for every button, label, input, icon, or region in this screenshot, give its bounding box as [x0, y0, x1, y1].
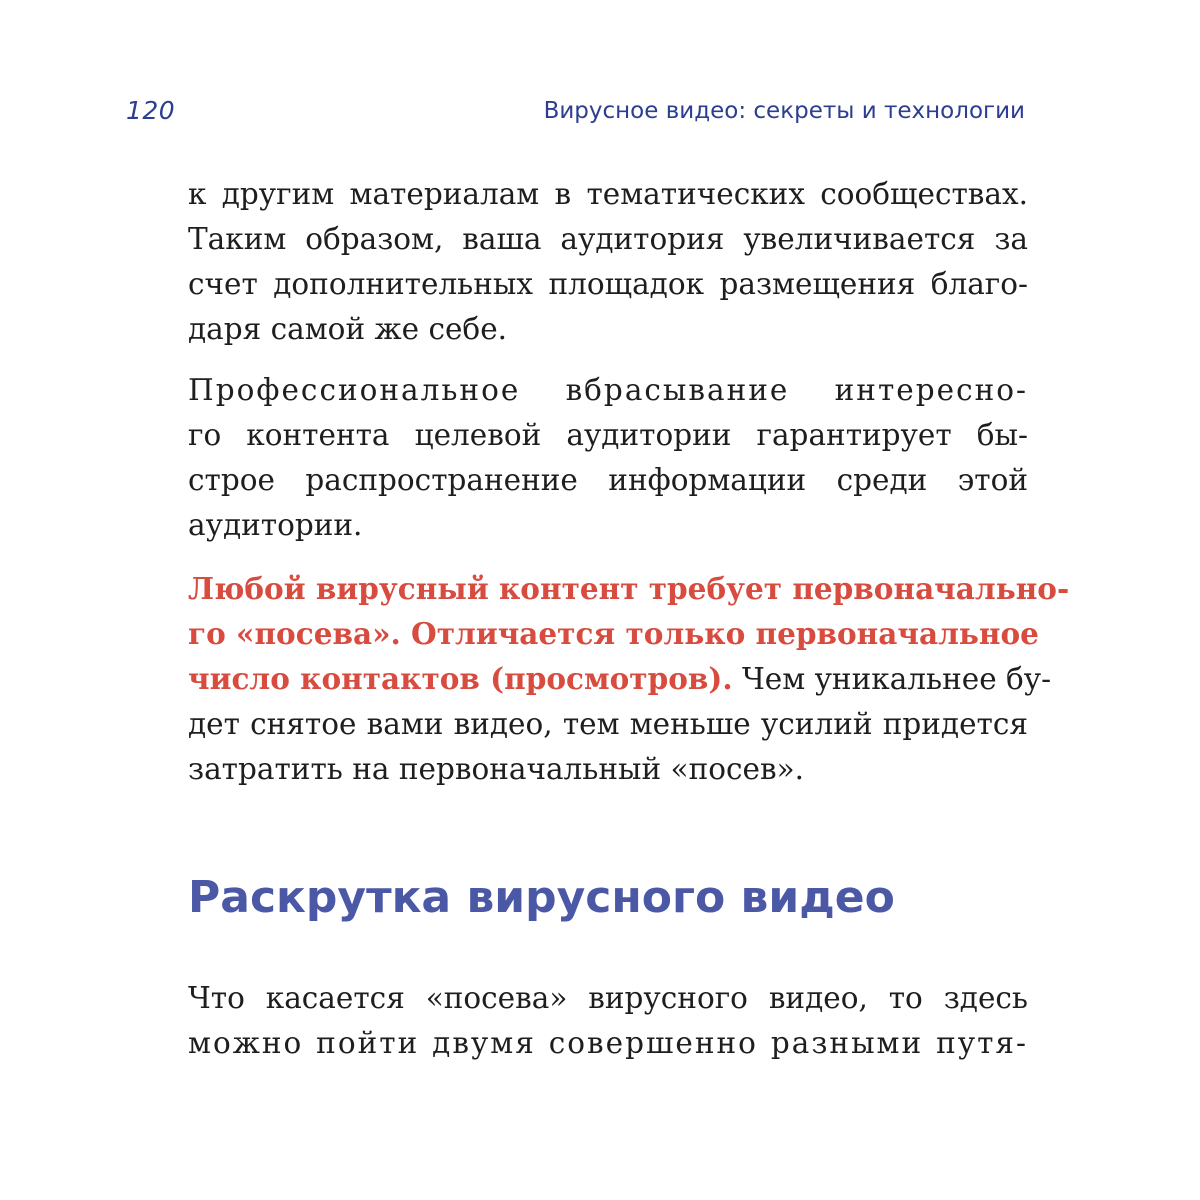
section-paragraph	[188, 976, 1028, 1066]
paragraph-line: даря самой же себе.	[188, 312, 508, 346]
paragraph-line: Таким образом, ваша аудитория увеличивается за	[188, 222, 1028, 256]
paragraph-line: Профессиональное вбрасывание интересно-	[188, 373, 1028, 407]
paragraph-line: Что касается «посева» вирусного видео, то здесь	[188, 981, 1028, 1015]
paragraph-line: к другим материалам в тематических сообществах.	[188, 177, 1028, 211]
mixed-line	[188, 656, 1052, 702]
paragraph-text: Чем уникальнее бу-	[732, 662, 1052, 696]
page-number: 120	[126, 96, 176, 125]
paragraph-line: строе распространение информации среди этой	[188, 463, 1028, 497]
paragraph-line: аудитории.	[188, 508, 363, 542]
highlight-line: Любой вирусный контент требует первоначально-	[188, 571, 1070, 606]
highlight-line: го «посева». Отличается только первоначальное	[188, 616, 1039, 651]
paragraph-2	[188, 368, 1028, 548]
paragraph-line: затратить на первоначальный «посев».	[188, 752, 805, 786]
paragraph-1	[188, 172, 1028, 352]
section-heading: Раскрутка вирусного видео	[188, 872, 895, 923]
paragraph-line: го контента целевой аудитории гарантирует бы-	[188, 418, 1028, 452]
paragraph-3	[188, 566, 1070, 792]
highlight-text: число контактов (просмотров).	[188, 661, 733, 696]
paragraph-line: можно пойти двумя совершенно разными путя-	[188, 1026, 1028, 1060]
paragraph-line: дет снятое вами видео, тем меньше усилий придется	[188, 707, 1028, 741]
running-title: Вирусное видео: секреты и технологии	[543, 98, 1025, 124]
paragraph-line: счет дополнительных площадок размещения благо-	[188, 267, 1028, 301]
